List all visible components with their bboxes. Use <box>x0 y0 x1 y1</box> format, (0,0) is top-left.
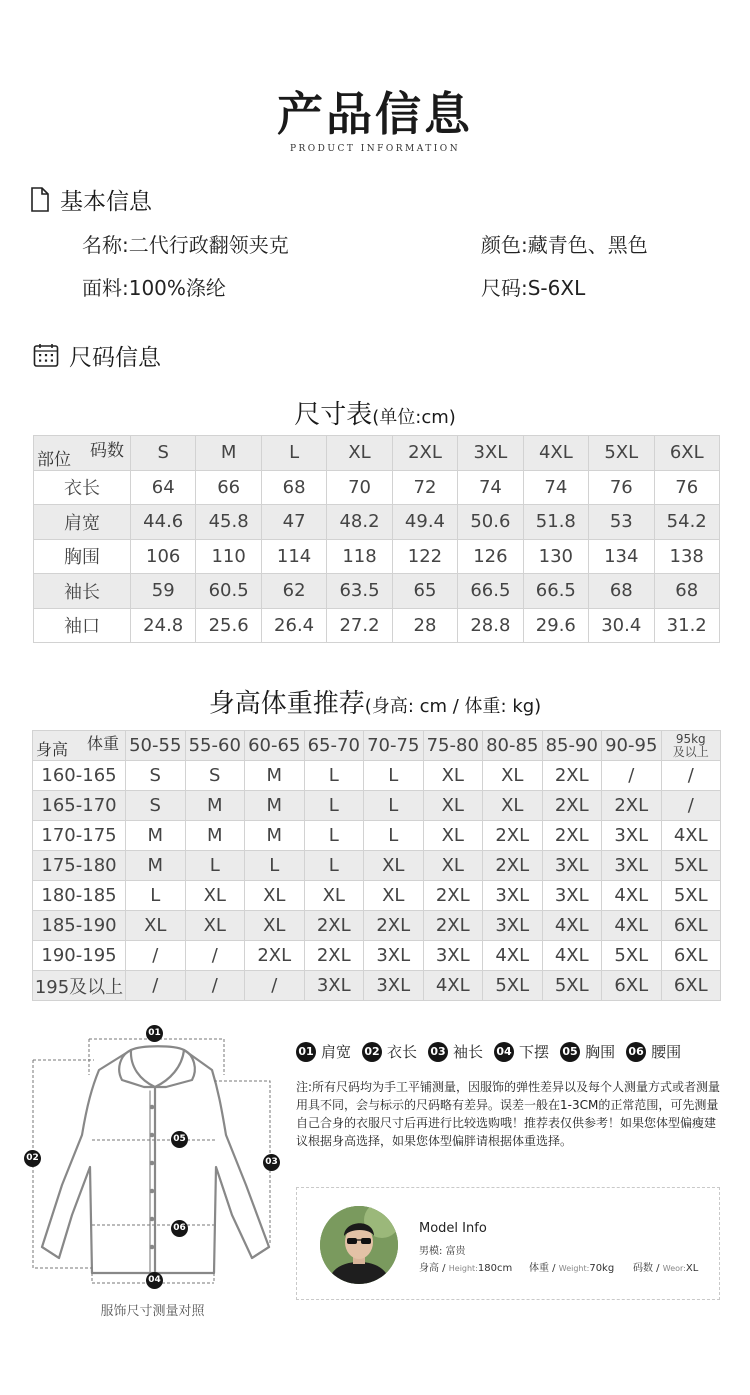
row-label: 袖长 <box>34 574 131 609</box>
row-label: 195及以上 <box>33 971 126 1001</box>
table-cell: 2XL <box>304 941 364 971</box>
legend-number: 01 <box>296 1042 316 1062</box>
table-cell: L <box>364 821 424 851</box>
table-cell: XL <box>185 911 245 941</box>
table-cell: 2XL <box>423 881 483 911</box>
legend-number: 05 <box>560 1042 580 1062</box>
marker-04: 04 <box>146 1272 163 1289</box>
table-cell: 110 <box>196 539 261 574</box>
table-cell: L <box>304 851 364 881</box>
size-column-header: XL <box>327 436 392 471</box>
size-column-header: 6XL <box>654 436 719 471</box>
table-cell: / <box>185 941 245 971</box>
size-table-title-text: 尺寸表 <box>294 400 373 430</box>
weight-column-header: 55-60 <box>185 731 245 761</box>
table-cell: 68 <box>261 470 326 505</box>
table-cell: S <box>126 791 186 821</box>
size-value: XL <box>685 1263 699 1274</box>
row-label: 185-190 <box>33 911 126 941</box>
size-info-heading-text: 尺码信息 <box>69 345 161 371</box>
table-cell: / <box>661 761 721 791</box>
table-cell: 3XL <box>364 941 424 971</box>
table-cell: 25.6 <box>196 608 261 643</box>
table-cell: 65 <box>392 574 457 609</box>
size-table-unit: (单位:cm) <box>372 407 456 428</box>
table-cell: 66.5 <box>523 574 588 609</box>
basic-info-heading <box>30 183 152 216</box>
table-row <box>33 941 721 971</box>
rec-table <box>32 730 721 1001</box>
row-label: 袖口 <box>34 608 131 643</box>
table-cell: 3XL <box>602 851 662 881</box>
table-cell: 74 <box>458 470 523 505</box>
table-cell: 54.2 <box>654 505 719 540</box>
table-cell: XL <box>304 881 364 911</box>
table-cell: L <box>185 851 245 881</box>
table-row <box>33 971 721 1001</box>
table-cell: 72 <box>392 470 457 505</box>
marker-01: 01 <box>146 1025 163 1042</box>
table-cell: 28.8 <box>458 608 523 643</box>
table-cell: 3XL <box>423 941 483 971</box>
legend-label: 下摆 <box>519 1043 550 1061</box>
table-cell: XL <box>364 851 424 881</box>
table-cell: 130 <box>523 539 588 574</box>
table-cell: 3XL <box>542 851 602 881</box>
table-cell: XL <box>483 791 543 821</box>
table-cell: 48.2 <box>327 505 392 540</box>
table-cell: 3XL <box>364 971 424 1001</box>
corner-height-label: 身高 <box>36 740 69 759</box>
page-title: 产品信息 <box>277 87 473 141</box>
table-cell: 31.2 <box>654 608 719 643</box>
size-column-header: S <box>131 436 196 471</box>
table-cell: 47 <box>261 505 326 540</box>
legend-item <box>428 1041 483 1062</box>
row-label: 衣长 <box>34 470 131 505</box>
table-cell: L <box>304 761 364 791</box>
model-size <box>633 1259 698 1274</box>
table-row <box>34 608 720 643</box>
table-cell: 28 <box>392 608 457 643</box>
table-cell: M <box>126 821 186 851</box>
weight-label: 体重 / <box>529 1263 556 1274</box>
size-table-corner <box>34 436 131 471</box>
table-cell: / <box>126 941 186 971</box>
table-row <box>34 470 720 505</box>
table-cell: XL <box>423 851 483 881</box>
table-cell: 3XL <box>304 971 364 1001</box>
table-row <box>34 539 720 574</box>
model-weight <box>529 1259 614 1274</box>
table-cell: 122 <box>392 539 457 574</box>
table-cell: XL <box>185 881 245 911</box>
table-cell: 2XL <box>542 761 602 791</box>
size-column-header: L <box>261 436 326 471</box>
size-column-header: 4XL <box>523 436 588 471</box>
height-en-label: Height: <box>448 1264 478 1273</box>
document-icon <box>30 187 50 212</box>
table-cell: 49.4 <box>392 505 457 540</box>
weight-column-header: 90-95 <box>602 731 662 761</box>
legend-item <box>296 1041 351 1062</box>
table-row <box>33 851 721 881</box>
legend-item <box>362 1041 417 1062</box>
weight-header-line: 95kg <box>675 731 706 746</box>
table-cell: 70 <box>327 470 392 505</box>
table-cell: 4XL <box>602 911 662 941</box>
table-cell: 2XL <box>542 791 602 821</box>
table-cell: 5XL <box>483 971 543 1001</box>
weight-en-label: Weight: <box>558 1264 590 1273</box>
row-label: 胸围 <box>34 539 131 574</box>
table-cell: 51.8 <box>523 505 588 540</box>
table-cell: 68 <box>589 574 654 609</box>
table-cell: / <box>185 971 245 1001</box>
corner-weight-label: 体重 <box>86 734 119 753</box>
table-cell: 6XL <box>661 971 721 1001</box>
table-cell: 3XL <box>542 881 602 911</box>
size-column-header: 5XL <box>589 436 654 471</box>
size-column-header: 2XL <box>392 436 457 471</box>
weight-column-header: 80-85 <box>483 731 543 761</box>
table-row <box>33 791 721 821</box>
product-fabric: 面料:100%涤纶 <box>82 276 226 300</box>
table-cell: 4XL <box>483 941 543 971</box>
table-row <box>34 574 720 609</box>
table-cell: 24.8 <box>131 608 196 643</box>
legend-label: 肩宽 <box>321 1043 352 1061</box>
legend-item <box>626 1041 681 1062</box>
table-cell: XL <box>423 821 483 851</box>
table-cell: L <box>304 791 364 821</box>
table-cell: 62 <box>261 574 326 609</box>
table-cell: 68 <box>654 574 719 609</box>
row-label: 190-195 <box>33 941 126 971</box>
table-cell: L <box>364 761 424 791</box>
table-cell: 53 <box>589 505 654 540</box>
table-row <box>33 821 721 851</box>
legend-label: 衣长 <box>387 1043 418 1061</box>
table-cell: XL <box>423 791 483 821</box>
table-cell: 6XL <box>661 941 721 971</box>
table-cell: 2XL <box>304 911 364 941</box>
table-cell: M <box>185 821 245 851</box>
table-cell: 3XL <box>483 881 543 911</box>
table-cell: 134 <box>589 539 654 574</box>
product-size-range: 尺码:S-6XL <box>481 276 586 300</box>
table-cell: M <box>126 851 186 881</box>
rec-table-title <box>0 683 750 720</box>
size-table-header-row <box>34 436 720 471</box>
table-cell: 76 <box>589 470 654 505</box>
size-en-label: Weor: <box>662 1264 686 1273</box>
legend-number: 04 <box>494 1042 514 1062</box>
rec-table-unit: (身高: cm / 体重: kg) <box>364 696 542 717</box>
table-cell: 3XL <box>483 911 543 941</box>
table-cell: 3XL <box>602 821 662 851</box>
legend-number: 06 <box>626 1042 646 1062</box>
table-cell: L <box>364 791 424 821</box>
legend-label: 腰围 <box>651 1043 682 1061</box>
height-value: 180cm <box>477 1263 513 1274</box>
table-cell: 2XL <box>245 941 305 971</box>
measurement-note: 注:所有尺码均为手工平铺测量，因服饰的弹性差异以及每个人测量方式或者测量用具不同，会与标示的尺码略有差异。误差一般在1-3CM的正常范围，可先测量自己合身的衣服尺寸后再进行比较选购哦！推荐表仅供参考！如果您体型偏瘦建议根据身高选择，如果您体型偏胖请根据体重选择。 <box>296 1080 721 1148</box>
table-cell: / <box>126 971 186 1001</box>
weight-column-header <box>661 731 721 761</box>
table-cell: XL <box>245 911 305 941</box>
size-table-title <box>0 394 750 431</box>
table-cell: 45.8 <box>196 505 261 540</box>
marker-05: 05 <box>171 1131 188 1148</box>
table-cell: / <box>245 971 305 1001</box>
legend-label: 袖长 <box>453 1043 484 1061</box>
marker-02: 02 <box>24 1150 41 1167</box>
table-cell: 4XL <box>542 941 602 971</box>
table-cell: XL <box>245 881 305 911</box>
table-cell: 126 <box>458 539 523 574</box>
table-cell: 4XL <box>423 971 483 1001</box>
table-cell: 64 <box>131 470 196 505</box>
rec-table-header-row <box>33 731 721 761</box>
table-cell: XL <box>483 761 543 791</box>
table-cell: 30.4 <box>589 608 654 643</box>
table-cell: 2XL <box>542 821 602 851</box>
model-name: 富贵 <box>445 1246 466 1257</box>
calendar-icon <box>33 343 59 368</box>
table-cell: 106 <box>131 539 196 574</box>
table-cell: 2XL <box>483 851 543 881</box>
height-label: 身高 / <box>419 1263 446 1274</box>
table-cell: 118 <box>327 539 392 574</box>
table-cell: 5XL <box>661 851 721 881</box>
table-cell: S <box>185 761 245 791</box>
legend-label: 胸围 <box>585 1043 616 1061</box>
table-cell: M <box>245 821 305 851</box>
model-label: 男模: <box>419 1246 443 1257</box>
weight-value: 70kg <box>589 1263 615 1274</box>
basic-info-heading-text: 基本信息 <box>60 189 152 215</box>
model-info-box <box>296 1187 720 1300</box>
table-cell: 26.4 <box>261 608 326 643</box>
size-table <box>33 435 720 643</box>
table-cell: M <box>245 791 305 821</box>
model-name-line <box>419 1242 466 1257</box>
model-info-title: Model Info <box>419 1221 487 1236</box>
table-cell: 4XL <box>602 881 662 911</box>
row-label: 160-165 <box>33 761 126 791</box>
product-color: 颜色:藏青色、黑色 <box>481 233 648 257</box>
table-cell: 6XL <box>602 971 662 1001</box>
table-row <box>33 911 721 941</box>
weight-column-header: 85-90 <box>542 731 602 761</box>
table-cell: 2XL <box>602 791 662 821</box>
table-row <box>33 761 721 791</box>
marker-06: 06 <box>171 1220 188 1237</box>
table-cell: 5XL <box>602 941 662 971</box>
table-cell: XL <box>126 911 186 941</box>
table-cell: 74 <box>523 470 588 505</box>
legend-number: 02 <box>362 1042 382 1062</box>
table-cell: 2XL <box>483 821 543 851</box>
rec-table-title-text: 身高体重推荐 <box>208 689 365 719</box>
legend-item <box>494 1041 549 1062</box>
weight-column-header: 50-55 <box>126 731 186 761</box>
table-row <box>33 881 721 911</box>
model-avatar <box>320 1206 398 1284</box>
row-label: 肩宽 <box>34 505 131 540</box>
table-cell: 66.5 <box>458 574 523 609</box>
legend-item <box>560 1041 615 1062</box>
weight-column-header: 75-80 <box>423 731 483 761</box>
table-cell: S <box>126 761 186 791</box>
table-cell: 2XL <box>364 911 424 941</box>
size-info-heading <box>33 339 161 372</box>
table-cell: 5XL <box>542 971 602 1001</box>
row-label: 170-175 <box>33 821 126 851</box>
size-column-header: M <box>196 436 261 471</box>
table-cell: 50.6 <box>458 505 523 540</box>
table-cell: 27.2 <box>327 608 392 643</box>
table-cell: 60.5 <box>196 574 261 609</box>
table-cell: L <box>245 851 305 881</box>
table-cell: 4XL <box>542 911 602 941</box>
table-row <box>34 505 720 540</box>
measurement-legend <box>296 1041 681 1062</box>
weight-column-header: 70-75 <box>364 731 424 761</box>
diagram-caption: 服饰尺寸测量对照 <box>100 1304 205 1319</box>
table-cell: M <box>245 761 305 791</box>
table-cell: L <box>126 881 186 911</box>
table-cell: 5XL <box>661 881 721 911</box>
row-label: 165-170 <box>33 791 126 821</box>
corner-size-label: 码数 <box>90 441 124 461</box>
model-height <box>419 1259 512 1274</box>
table-cell: M <box>185 791 245 821</box>
table-cell: / <box>602 761 662 791</box>
size-label: 码数 / <box>633 1263 660 1274</box>
weight-header-line: 及以上 <box>672 744 709 759</box>
table-cell: XL <box>423 761 483 791</box>
corner-part-label: 部位 <box>37 449 71 470</box>
table-cell: XL <box>364 881 424 911</box>
size-column-header: 3XL <box>458 436 523 471</box>
table-cell: L <box>304 821 364 851</box>
row-label: 180-185 <box>33 881 126 911</box>
table-cell: 2XL <box>423 911 483 941</box>
table-cell: 138 <box>654 539 719 574</box>
product-name: 名称:二代行政翻领夹克 <box>82 233 289 257</box>
table-cell: 63.5 <box>327 574 392 609</box>
legend-number: 03 <box>428 1042 448 1062</box>
table-cell: 4XL <box>661 821 721 851</box>
table-cell: / <box>661 791 721 821</box>
table-cell: 76 <box>654 470 719 505</box>
table-cell: 44.6 <box>131 505 196 540</box>
weight-column-header: 65-70 <box>304 731 364 761</box>
table-cell: 59 <box>131 574 196 609</box>
weight-column-header: 60-65 <box>245 731 305 761</box>
table-cell: 6XL <box>661 911 721 941</box>
shirt-diagram <box>24 1025 289 1293</box>
row-label: 175-180 <box>33 851 126 881</box>
table-cell: 29.6 <box>523 608 588 643</box>
marker-03: 03 <box>263 1154 280 1171</box>
rec-table-corner <box>33 731 126 761</box>
page-subtitle: PRODUCT INFORMATION <box>289 144 461 154</box>
table-cell: 66 <box>196 470 261 505</box>
table-cell: 114 <box>261 539 326 574</box>
